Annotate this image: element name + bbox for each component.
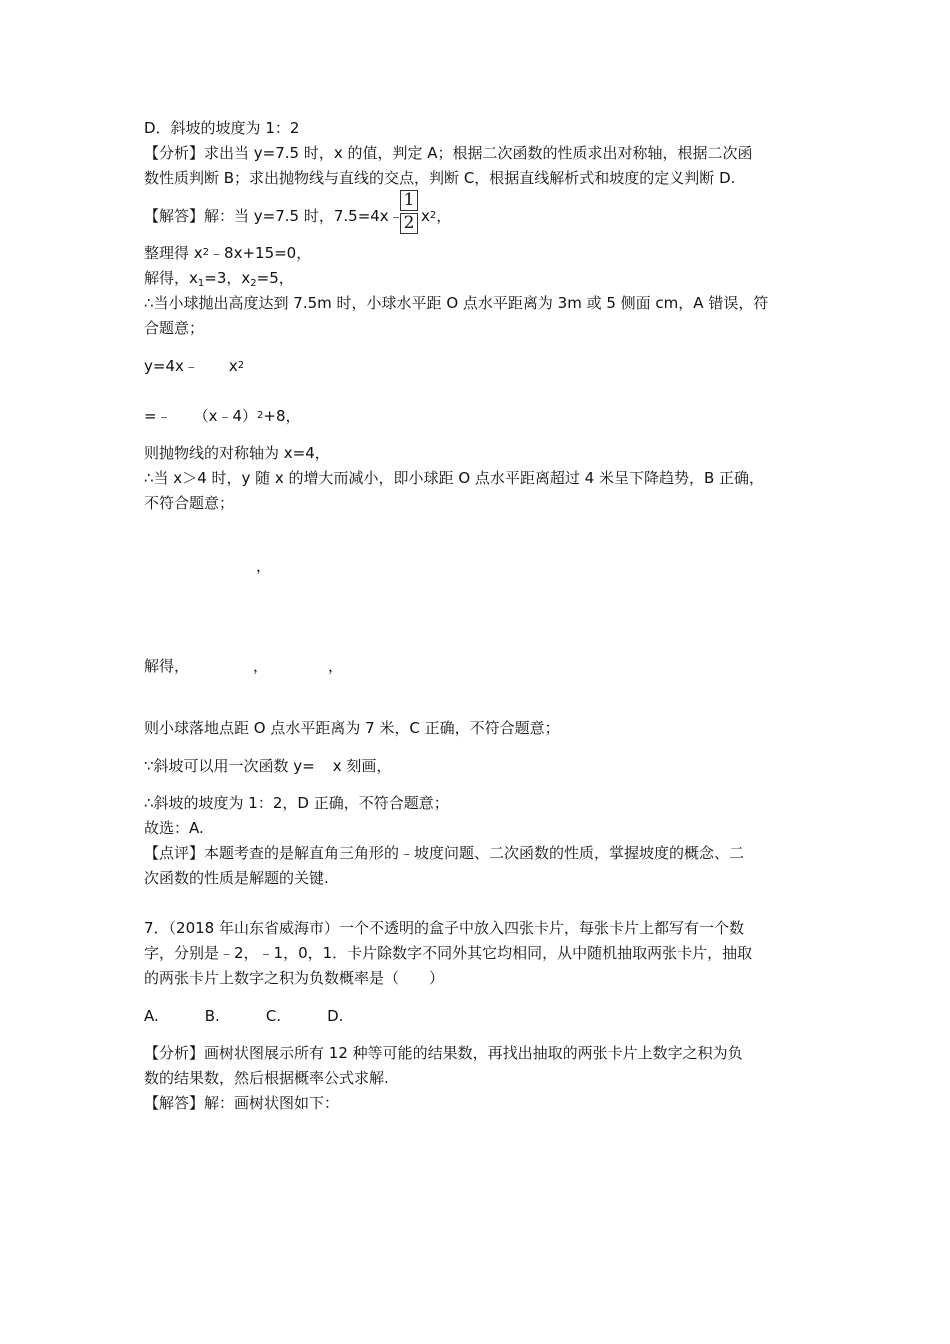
exponent: 2 <box>257 410 264 421</box>
option-c: C. <box>265 1007 282 1025</box>
exponent: 2 <box>202 247 210 258</box>
text-segment: 整理得 x <box>144 244 203 262</box>
text-segment: x <box>228 357 238 375</box>
question-text: 7．（2018 年山东省威海市）一个不透明的盒子中放入四张卡片，每张卡片上都写有一个数 <box>144 919 744 937</box>
text-line: 【点评】本题考查的是解直角三角形的﹣坡度问题、二次函数的性质，掌握坡度的概念、二 <box>144 844 745 862</box>
exponent: 2 <box>429 210 437 221</box>
text-line: 不符合题意； <box>144 494 235 512</box>
text-segment: +8， <box>263 407 301 425</box>
text-line: 【分析】求出当 y=7.5 时，x 的值，判定 A；根据二次函数的性质求出对称轴，根据二次函 <box>144 144 753 162</box>
text-segment: x 刻画， <box>332 757 392 775</box>
question-text: 的两张卡片上数字之积为负数概率是（ ） <box>144 969 445 987</box>
text-line: 【解答】解：画树状图如下： <box>144 1094 340 1112</box>
text-line: ∴当小球抛出高度达到 7.5m 时，小球水平距 O 点水平距离为 3m 或 5 侧面 cm，A 错误，符 <box>144 294 769 312</box>
text-segment: 解得，x <box>144 269 198 287</box>
text-line <box>144 756 391 776</box>
text-line: ∴当 x＞4 时，y 随 x 的增大而减小，即小球距 O 点水平距离超过 4 米呈下降趋势，B 正确， <box>144 469 765 487</box>
subscript: 1 <box>197 278 205 289</box>
text-line <box>421 206 451 226</box>
text-line: 则抛物线的对称轴为 x=4， <box>144 444 330 462</box>
option-a: A. <box>144 1007 159 1025</box>
subscript: 2 <box>250 278 257 289</box>
text-line: ∴斜坡的坡度为 1：2，D 正确，不符合题意； <box>144 794 449 812</box>
fraction-numerator: 1 <box>400 190 418 211</box>
text-line <box>144 406 301 426</box>
text-line: 合题意； <box>144 319 205 337</box>
text-line <box>144 243 311 263</box>
text-segment: x <box>421 207 430 225</box>
answer-options <box>144 1006 343 1026</box>
text-line <box>144 656 343 676</box>
fraction <box>400 190 418 234</box>
text-segment: =3，x <box>204 269 251 287</box>
text-segment: 解得， <box>144 657 190 675</box>
text-line <box>144 206 404 226</box>
option-d: D. <box>327 1007 344 1025</box>
text-line: 次函数的性质是解题的关键. <box>144 869 329 887</box>
text-line: 【分析】画树状图展示所有 12 种等可能的结果数，再找出抽取的两张卡片上数字之积为负 <box>144 1044 743 1062</box>
text-line: 数的结果数，然后根据概率公式求解. <box>144 1069 389 1087</box>
option-b: B. <box>204 1007 220 1025</box>
text-segment: ， <box>253 657 269 675</box>
fraction-denominator: 2 <box>400 213 418 234</box>
text-segment: ， <box>436 207 452 225</box>
text-segment: ， <box>328 657 344 675</box>
text-segment: ∵斜坡可以用一次函数 y= <box>144 757 315 775</box>
question-text: 字，分别是﹣2，﹣1，0，1．卡片除数字不同外其它均相同，从中随机抽取两张卡片，抽取 <box>144 944 753 962</box>
text-segment: =﹣ <box>144 407 172 425</box>
text-line: 则小球落地点距 O 点水平距离为 7 米，C 正确，不符合题意； <box>144 719 560 737</box>
text-segment: （x﹣4） <box>193 407 257 425</box>
text-segment: 【解答】解：当 y=7.5 时，7.5=4x﹣ <box>144 207 404 225</box>
text-line: 故选：A. <box>144 819 204 837</box>
text-segment: y=4x﹣ <box>144 357 199 375</box>
exponent: 2 <box>237 360 245 371</box>
text-line: 数性质判断 B；求出抛物线与直线的交点，判断 C，根据直线解析式和坡度的定义判断 D. <box>144 169 736 187</box>
text-segment: ﹣8x+15=0， <box>209 244 312 262</box>
text-line: ， <box>256 557 272 575</box>
text-segment: =5， <box>256 269 294 287</box>
text-line <box>144 268 294 294</box>
text-line: D．斜坡的坡度为 1：2 <box>144 119 300 137</box>
text-line <box>144 356 244 376</box>
